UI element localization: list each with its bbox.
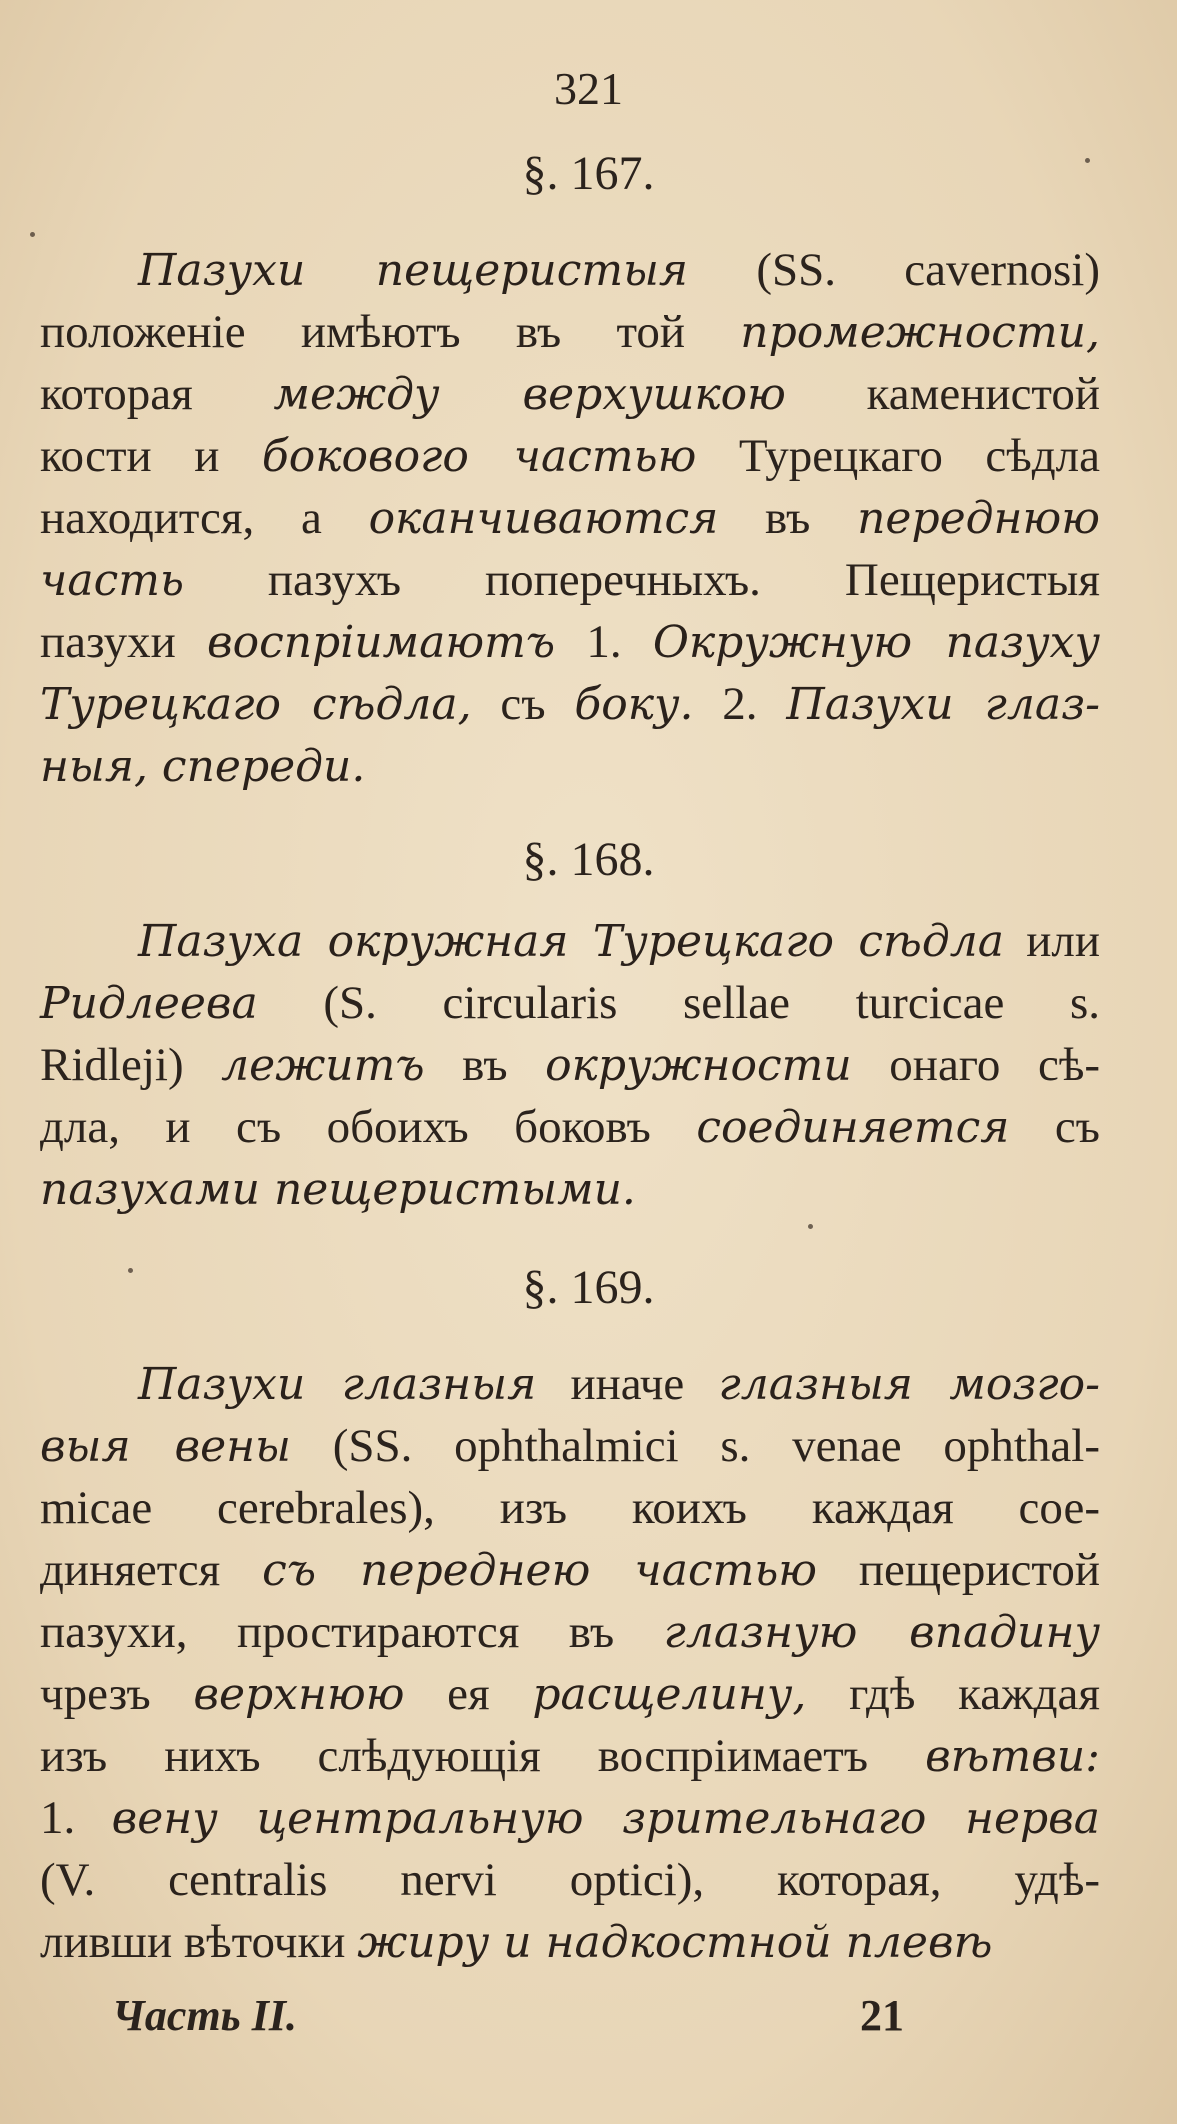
text-line — [40, 973, 1100, 1034]
text-run: (V. centralis nervi optici), которая, удѣ- — [40, 1854, 1100, 1906]
italic-term: переднюю — [857, 493, 1101, 544]
text-run: micae cerebrales), изъ коихъ каждая сое- — [40, 1482, 1100, 1534]
text-line — [138, 911, 1100, 972]
text-run: въ — [424, 1039, 546, 1091]
paper-speck — [1085, 158, 1090, 163]
text-run: находится, а — [40, 492, 369, 544]
text-line — [40, 1850, 1100, 1910]
text-line — [40, 674, 1100, 735]
text-run: дла, и съ обоихъ боковъ — [40, 1101, 697, 1153]
page-number: 321 — [554, 63, 623, 114]
italic-term: лежитъ — [221, 1040, 425, 1091]
text-run: гдѣ каждая — [806, 1668, 1100, 1720]
text-line — [138, 1354, 1100, 1415]
text-run: положеніе имѣютъ въ той — [40, 306, 741, 358]
text-run: Турецкаго сѣдла — [696, 430, 1100, 482]
paper-speck — [30, 232, 35, 237]
italic-term: Турецкаго сѣдла, — [40, 679, 472, 730]
text-run: Ridleji) — [40, 1039, 222, 1091]
paper-speck — [808, 1224, 813, 1229]
italic-term: Пазухи пещеристыя — [138, 245, 689, 296]
text-run: которая — [40, 368, 274, 420]
italic-term: расщелину, — [532, 1669, 807, 1720]
text-line — [40, 1035, 1100, 1096]
italic-term: промежности, — [740, 307, 1100, 358]
section-heading: §. 168. — [522, 833, 655, 886]
text-run: ея — [404, 1668, 533, 1720]
text-line — [40, 736, 940, 797]
text-run: съ — [1009, 1101, 1100, 1153]
italic-term: съ переднею частью — [262, 1545, 818, 1596]
italic-term: воспріимаютъ — [206, 617, 556, 668]
italic-term: ныя, спереди. — [40, 741, 366, 792]
text-run: (SS. cavernosi) — [688, 244, 1101, 296]
text-run: пазухъ поперечныхъ. Пещеристыя — [183, 554, 1100, 606]
italic-term: жиру и надкостной плевѣ — [357, 1917, 993, 1968]
text-run: 1. — [40, 1792, 112, 1844]
italic-term: вѣтви: — [925, 1731, 1100, 1782]
section-heading: §. 169. — [522, 1261, 655, 1314]
text-run: пазухи — [40, 616, 207, 668]
text-run: чрезъ — [40, 1668, 194, 1720]
text-run: пещеристой — [817, 1544, 1100, 1596]
text-run: или — [1004, 915, 1101, 967]
italic-term: между верхушкою — [273, 369, 786, 420]
part-signature: Часть II. — [112, 1991, 298, 2040]
italic-term: глазныя мозго- — [718, 1359, 1100, 1410]
italic-term: Окружную пазуху — [652, 617, 1100, 668]
text-line — [40, 1416, 1100, 1477]
text-run: (S. circularis sellae turcicae s. — [257, 977, 1100, 1029]
text-line — [40, 612, 1100, 673]
italic-term: Пазухи глаз- — [786, 679, 1100, 730]
text-line — [40, 1540, 1100, 1601]
text-line — [40, 1159, 940, 1220]
text-run: съ — [471, 678, 575, 730]
text-line — [40, 488, 1100, 549]
italic-term: пазухами пещеристыми. — [40, 1164, 636, 1215]
text-run: онаго сѣ- — [851, 1039, 1101, 1091]
italic-term: боку. — [574, 679, 694, 730]
text-line — [40, 1664, 1100, 1725]
text-run: иначе — [536, 1358, 719, 1410]
text-line — [40, 426, 1100, 487]
text-run: диняется — [40, 1544, 263, 1596]
text-line — [40, 1726, 1100, 1787]
italic-term: вену центральную зрительнаго нерва — [111, 1793, 1100, 1844]
italic-term: часть — [40, 555, 184, 606]
text-run: 1. — [555, 616, 653, 668]
italic-term: окружности — [545, 1040, 852, 1091]
text-line — [40, 1097, 1100, 1158]
italic-term: бокового частью — [261, 431, 697, 482]
text-line — [138, 240, 1100, 301]
section-heading: §. 167. — [522, 147, 655, 200]
sheet-number: 21 — [860, 1991, 904, 2040]
text-line — [40, 364, 1100, 425]
text-line — [40, 1912, 993, 1973]
text-run: 2. — [693, 678, 787, 730]
text-run: каменистой — [785, 368, 1101, 420]
italic-term: Ридлеева — [40, 978, 258, 1029]
paper-speck — [128, 1268, 133, 1273]
text-line — [40, 302, 1100, 363]
text-run: (SS. ophthalmici s. venae ophthal- — [291, 1420, 1100, 1472]
italic-term: Пазухи глазныя — [138, 1359, 537, 1410]
text-line — [40, 1478, 1100, 1538]
italic-term: выя вены — [40, 1421, 291, 1472]
text-run: въ — [718, 492, 858, 544]
text-run: ливши вѣточки — [40, 1916, 358, 1968]
italic-term: глазную впадину — [663, 1607, 1101, 1658]
italic-term: соединяется — [696, 1102, 1010, 1153]
text-run: пазухи, простираются въ — [40, 1606, 664, 1658]
text-run: кости и — [40, 430, 262, 482]
text-line — [40, 1788, 1100, 1849]
italic-term: Пазуха окружная Турецкаго сѣдла — [138, 916, 1005, 967]
text-line — [40, 550, 1100, 611]
italic-term: верхнюю — [193, 1669, 405, 1720]
italic-term: оканчиваются — [368, 493, 719, 544]
text-run: изъ нихъ слѣдующія воспріимаетъ — [40, 1730, 926, 1782]
text-line — [40, 1602, 1100, 1663]
